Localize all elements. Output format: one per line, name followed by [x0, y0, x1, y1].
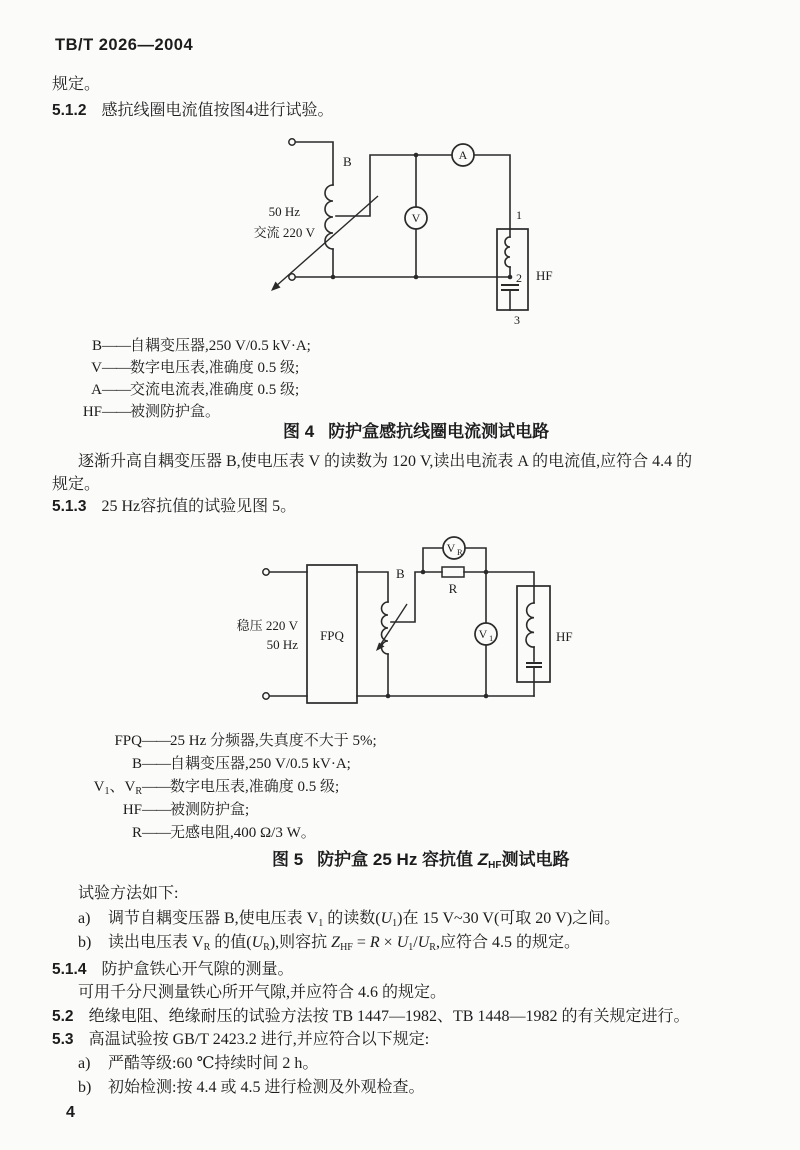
legend-desc: 交流电流表,准确度 0.5 级; [130, 382, 300, 398]
item-text: 严酷等级:60 ℃持续时间 2 h。 [108, 1055, 319, 1072]
fig5-fpq-box [307, 565, 357, 703]
figure-title: 防护盒感抗线圈电流测试电路 [328, 422, 550, 441]
source-voltage-label: 稳压 220 V [236, 618, 298, 633]
fig4-wires [296, 142, 511, 277]
clause-text: 绝缘电阻、绝缘耐压的试验方法按 TB 1447—1982、TB 1448—1982 的有关规定进行。 [88, 1008, 690, 1025]
item-subscript: R [203, 942, 211, 953]
item-label: a) [78, 1055, 91, 1072]
method-item-b [78, 933, 580, 958]
fig5-hf-box [517, 586, 550, 696]
fig4-hf-box [497, 229, 528, 310]
fig4-legend-row [58, 359, 299, 378]
times-sign: × [379, 934, 397, 951]
clause-5-3 [52, 1030, 429, 1050]
legend-term: B [131, 756, 142, 772]
legend-desc: 被测防护盒。 [130, 404, 221, 420]
clause-5-3-item-b [78, 1078, 424, 1098]
fig5-source-terminals [263, 569, 269, 699]
legend-dash: —— [142, 733, 170, 749]
legend-dash: —— [102, 360, 130, 376]
item-label: b) [78, 934, 92, 951]
terminal-3-label: 3 [514, 313, 520, 327]
legend-term: A [91, 382, 102, 398]
legend-term: FPQ [114, 733, 142, 749]
voltage-symbol: U [417, 934, 430, 951]
impedance-symbol: Z [477, 850, 489, 869]
clause-number: 5.1.4 [52, 961, 87, 978]
clause-text: 防护盒铁心开气隙的测量。 [101, 961, 294, 978]
divide-sign: / [413, 934, 418, 951]
fig4-text-labels [254, 154, 553, 327]
method-intro: 试验方法如下: [78, 885, 179, 902]
fig4-voltmeter-symbol [405, 207, 427, 229]
item-text: )在 15 V~30 V(可取 20 V)之间。 [397, 910, 621, 927]
transformer-b-label: B [343, 154, 352, 169]
clause-text: 感抗线圈电流值按图4进行试验。 [101, 102, 334, 119]
legend-desc: 自耦变压器,250 V/0.5 kV·A; [170, 756, 351, 772]
clause-5-1-2 [52, 101, 334, 121]
legend-dash: —— [102, 404, 130, 420]
fig5-legend-row [58, 801, 249, 820]
frequency-label: 50 Hz [266, 637, 298, 652]
clause-number: 5.1.3 [52, 498, 87, 515]
figure5-caption [272, 850, 570, 876]
terminal-icon [289, 139, 295, 145]
clause-5-3-item-a [78, 1054, 318, 1074]
method-item-a [78, 909, 620, 934]
voltage-subscript: 1 [408, 942, 414, 953]
clause-text: 25 Hz容抗值的试验见图 5。 [101, 498, 297, 515]
legend-dash: —— [142, 802, 170, 818]
clause-number: 5.1.2 [52, 102, 87, 119]
voltage-symbol: U [380, 910, 393, 927]
legend-desc: 无感电阻,400 Ω/3 W。 [170, 825, 316, 841]
figure4-circuit-diagram [230, 125, 590, 335]
clause-number: 5.3 [52, 1031, 74, 1048]
impedance-subscript: HF [340, 942, 353, 953]
hf-coil [505, 237, 510, 267]
item-text: 读出电压表 V [108, 934, 204, 951]
legend-term-part: V [93, 779, 105, 795]
legend-desc: 25 Hz 分频器,失真度不大于 5%; [170, 733, 377, 749]
fig5-legend-row [58, 732, 377, 751]
carryover-text: 规定。 [52, 76, 101, 93]
voltmeter-label: V [411, 211, 421, 225]
hf-box-label: HF [536, 268, 553, 283]
figure-title-post: 测试电路 [501, 850, 570, 869]
v1-meter-label: V [478, 627, 488, 641]
item-text: 的读数( [323, 910, 381, 927]
fig4-legend-row [58, 403, 220, 422]
terminal-icon [263, 693, 269, 699]
ammeter-label: A [458, 148, 468, 162]
figure-number: 图 4 [283, 422, 315, 441]
standard-number-header: TB/T 2026—2004 [55, 36, 194, 54]
figure-title-pre: 防护盒 25 Hz 容抗值 [317, 850, 478, 869]
impedance-subscript: HF [488, 860, 502, 871]
legend-dash: —— [102, 338, 130, 354]
fig5-junction-dots [386, 570, 489, 699]
fig5-legend-row [58, 778, 339, 801]
voltage-subscript: R [429, 942, 436, 953]
legend-dash: —— [102, 382, 130, 398]
clause-5-1-3 [52, 497, 296, 517]
clause-5-2 [52, 1007, 689, 1027]
item-text: 初始检测:按 4.4 或 4.5 进行检测及外观检查。 [108, 1079, 425, 1096]
legend-term-subscript: 1 [104, 786, 110, 797]
terminal-icon [263, 569, 269, 575]
figure4-caption [283, 422, 549, 442]
voltage-subscript: 1 [392, 918, 398, 929]
legend-term [58, 778, 142, 801]
clause-5-1-4 [52, 960, 294, 980]
item-text: 的值( [210, 934, 252, 951]
clause-number: 5.2 [52, 1008, 74, 1025]
item-text: ,应符合 4.5 的规定。 [435, 934, 580, 951]
impedance-symbol: Z [331, 934, 341, 951]
voltage-symbol: U [251, 934, 264, 951]
fig5-legend-row [58, 755, 351, 774]
hf-coil [526, 603, 534, 647]
legend-desc: 数字电压表,准确度 0.5 级; [130, 360, 300, 376]
fig5-resistor-symbol [442, 567, 464, 596]
legend-term: HF [82, 404, 102, 420]
legend-term-part: 、V [109, 779, 136, 795]
item-text: ),则容抗 [269, 934, 332, 951]
source-voltage-label: 交流 220 V [253, 225, 315, 240]
legend-desc: 被测防护盒; [170, 802, 250, 818]
equals-sign: = [352, 934, 370, 951]
transformer-b-label: B [396, 566, 405, 581]
frequency-label: 50 Hz [268, 204, 300, 219]
terminal-2-label: 2 [516, 271, 522, 285]
item-label: a) [78, 910, 91, 927]
paragraph-line: 规定。 [52, 476, 101, 493]
fig5-legend-row [58, 824, 316, 843]
legend-dash: —— [142, 756, 170, 772]
figure-number: 图 5 [272, 850, 304, 869]
clause-5-1-4-body: 可用千分尺测量铁心所开气隙,并应符合 4.6 的规定。 [78, 984, 447, 1001]
terminal-1-label: 1 [516, 208, 522, 222]
resistor-label: R [448, 581, 458, 596]
legend-term: HF [122, 802, 142, 818]
voltage-symbol: U [396, 934, 409, 951]
fig4-legend-row [58, 337, 311, 356]
vr-meter-subscript: R [457, 547, 463, 557]
legend-term: V [91, 360, 102, 376]
fig5-autotransformer-symbol [376, 602, 407, 654]
page-number: 4 [66, 1104, 75, 1121]
fig5-text-labels [237, 566, 573, 652]
v1-meter-subscript: 1 [489, 633, 494, 643]
resistance-symbol: R [369, 934, 380, 951]
fig4-legend-row [58, 381, 299, 400]
item-label: b) [78, 1079, 92, 1096]
voltage-subscript: R [263, 942, 270, 953]
legend-desc: 数字电压表,准确度 0.5 级; [170, 779, 340, 795]
legend-dash: —— [142, 825, 170, 841]
fig5-vr-meter-symbol [443, 537, 465, 559]
fig4-ammeter-symbol [452, 144, 474, 166]
legend-term: R [131, 825, 142, 841]
legend-term: B [91, 338, 102, 354]
clause-text: 高温试验按 GB/T 2423.2 进行,并应符合以下规定: [88, 1031, 430, 1048]
paragraph-line: 逐渐升高自耦变压器 B,使电压表 V 的读数为 120 V,读出电流表 A 的电流值,应符合 4.4 的 [78, 453, 693, 470]
fpq-label: FPQ [320, 628, 344, 643]
legend-dash: —— [142, 779, 170, 795]
fig5-v1-meter-symbol [475, 623, 497, 645]
legend-desc: 自耦变压器,250 V/0.5 kV·A; [130, 338, 311, 354]
legend-term-subscript: R [135, 786, 142, 797]
item-subscript: 1 [318, 918, 324, 929]
figure5-circuit-diagram [235, 525, 605, 725]
item-text: 调节自耦变压器 B,使电压表 V [108, 910, 319, 927]
hf-box-label: HF [556, 629, 573, 644]
vr-meter-label: V [446, 541, 456, 555]
